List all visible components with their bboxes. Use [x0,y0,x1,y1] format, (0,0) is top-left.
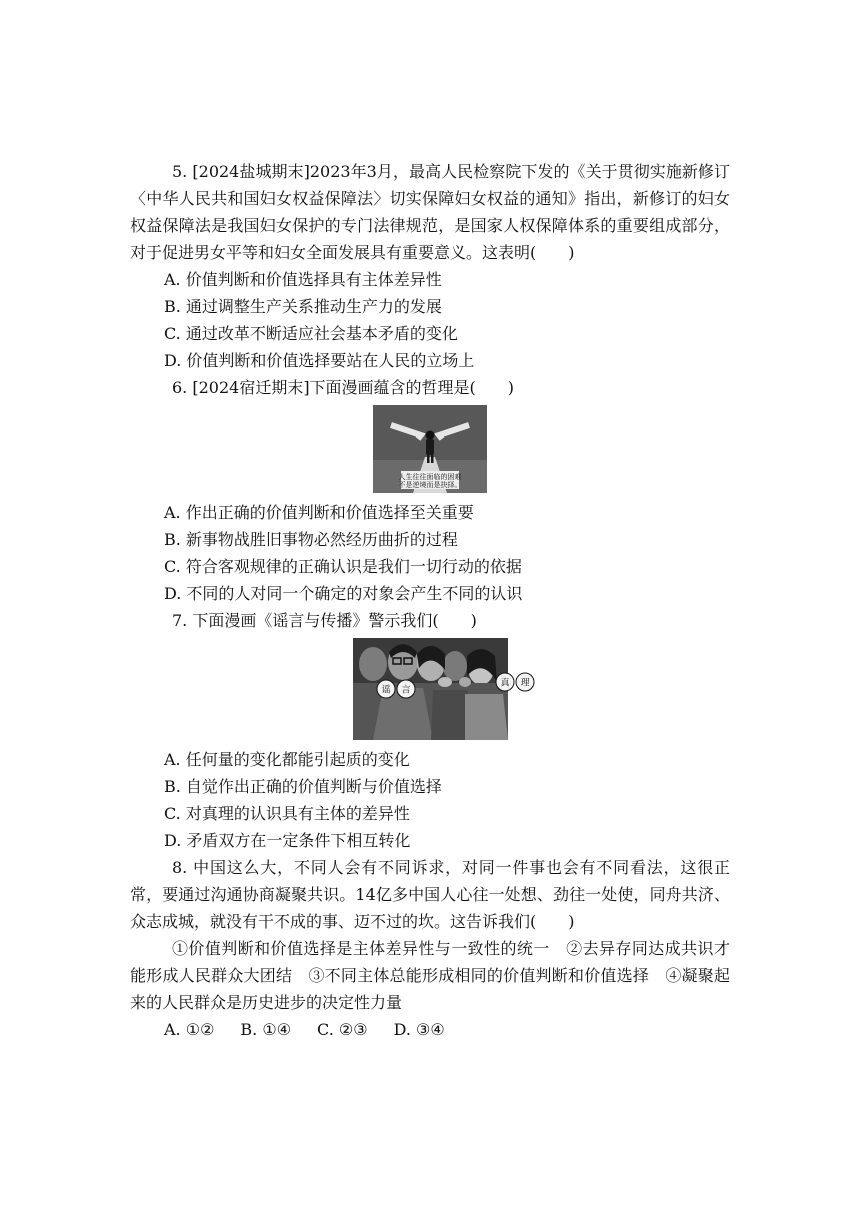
answer-d: D. ③④ [393,1020,445,1039]
question-6-stem: 6. [2024宿迁期末]下面漫画蕴含的哲理是( ) [172,378,515,397]
question-5-stem: 5. [2024盐城期末]2023年3月，最高人民检察院下发的《关于贯彻实施新修订〈中华人民共和国妇女权益保障法〉切实保障妇女权益的通知》指出，新修订的妇女权益保障法是我国妇女保护的专门法律规范，是国家人权保障体系的重要组成部分，对于促进男女平等和妇女全面发展具有重要意义。这表明( ) [130,162,730,262]
question-5-option-b: B. 通过调整生产关系推动生产力的发展 [164,297,442,316]
question-7-option-b: B. 自觉作出正确的价值判断与价值选择 [164,777,442,796]
question-5-option-c: C. 通过改革不断适应社会基本矛盾的变化 [164,324,458,343]
person-figure [426,431,435,440]
question-8-statements: ①价值判断和价值选择是主体差异性与一致性的统一 ②去异存同达成共识才能形成人民群众大团结 ③不同主体总能形成相同的价值判断和价值选择 ④凝聚起来的人民群众是历史进步的决定性力量 [130,939,730,1012]
question-7-stem: 7. 下面漫画《谣言与传播》警示我们( ) [172,611,477,630]
answer-c: C. ②③ [317,1020,368,1039]
cartoon-caption-line-1: 人生往往面临的困难 [398,473,462,481]
rumor-bubble-1 [377,680,395,698]
answer-a: A. ①② [164,1020,215,1039]
rumor-spread-cartoon [353,638,530,740]
svg-text:谣: 谣 [380,685,391,696]
question-8-stem: 8. 中国这么大，不同人会有不同诉求，对同一件事也会有不同看法，这很正常，要通过沟通协商凝聚共识。14亿多中国人心往一处想、劲往一处使，同舟共济、众志成城，就没有干不成的事、迈不过的坎。这告诉我们( ) [130,858,730,931]
question-6-option-a: A. 作出正确的价值判断和价值选择至关重要 [164,503,474,522]
question-5-option-a: A. 价值判断和价值选择具有主体差异性 [164,270,442,289]
question-6-option-d: D. 不同的人对同一个确定的对象会产生不同的认识 [164,584,523,603]
crossroads-cartoon [373,405,487,493]
truth-bubble-1 [496,673,514,691]
question-8-answers [130,1016,730,1043]
answer-b: B. ①④ [240,1020,292,1039]
question-page [130,158,730,1043]
person-head [443,651,467,681]
svg-text:理: 理 [519,678,530,689]
question-5-option-d: D. 价值判断和价值选择要站在人民的立场上 [164,351,475,370]
question-7-option-a: A. 任何量的变化都能引起质的变化 [164,750,410,769]
question-6-option-c: C. 符合客观规律的正确认识是我们一切行动的依据 [164,557,522,576]
question-6-option-b: B. 新事物战胜旧事物必然经历曲折的过程 [164,530,458,549]
person-head [359,647,387,681]
truth-bubble-2 [516,673,534,691]
question-7-option-d: D. 矛盾双方在一定条件下相互转化 [164,831,411,850]
question-7-option-c: C. 对真理的认识具有主体的差异性 [164,804,410,823]
cartoon-caption-line-2: 不是逆境而是抉择。 [398,481,462,489]
svg-text:言: 言 [400,685,411,696]
rumor-bubble-2 [397,680,415,698]
svg-text:真: 真 [499,678,510,689]
